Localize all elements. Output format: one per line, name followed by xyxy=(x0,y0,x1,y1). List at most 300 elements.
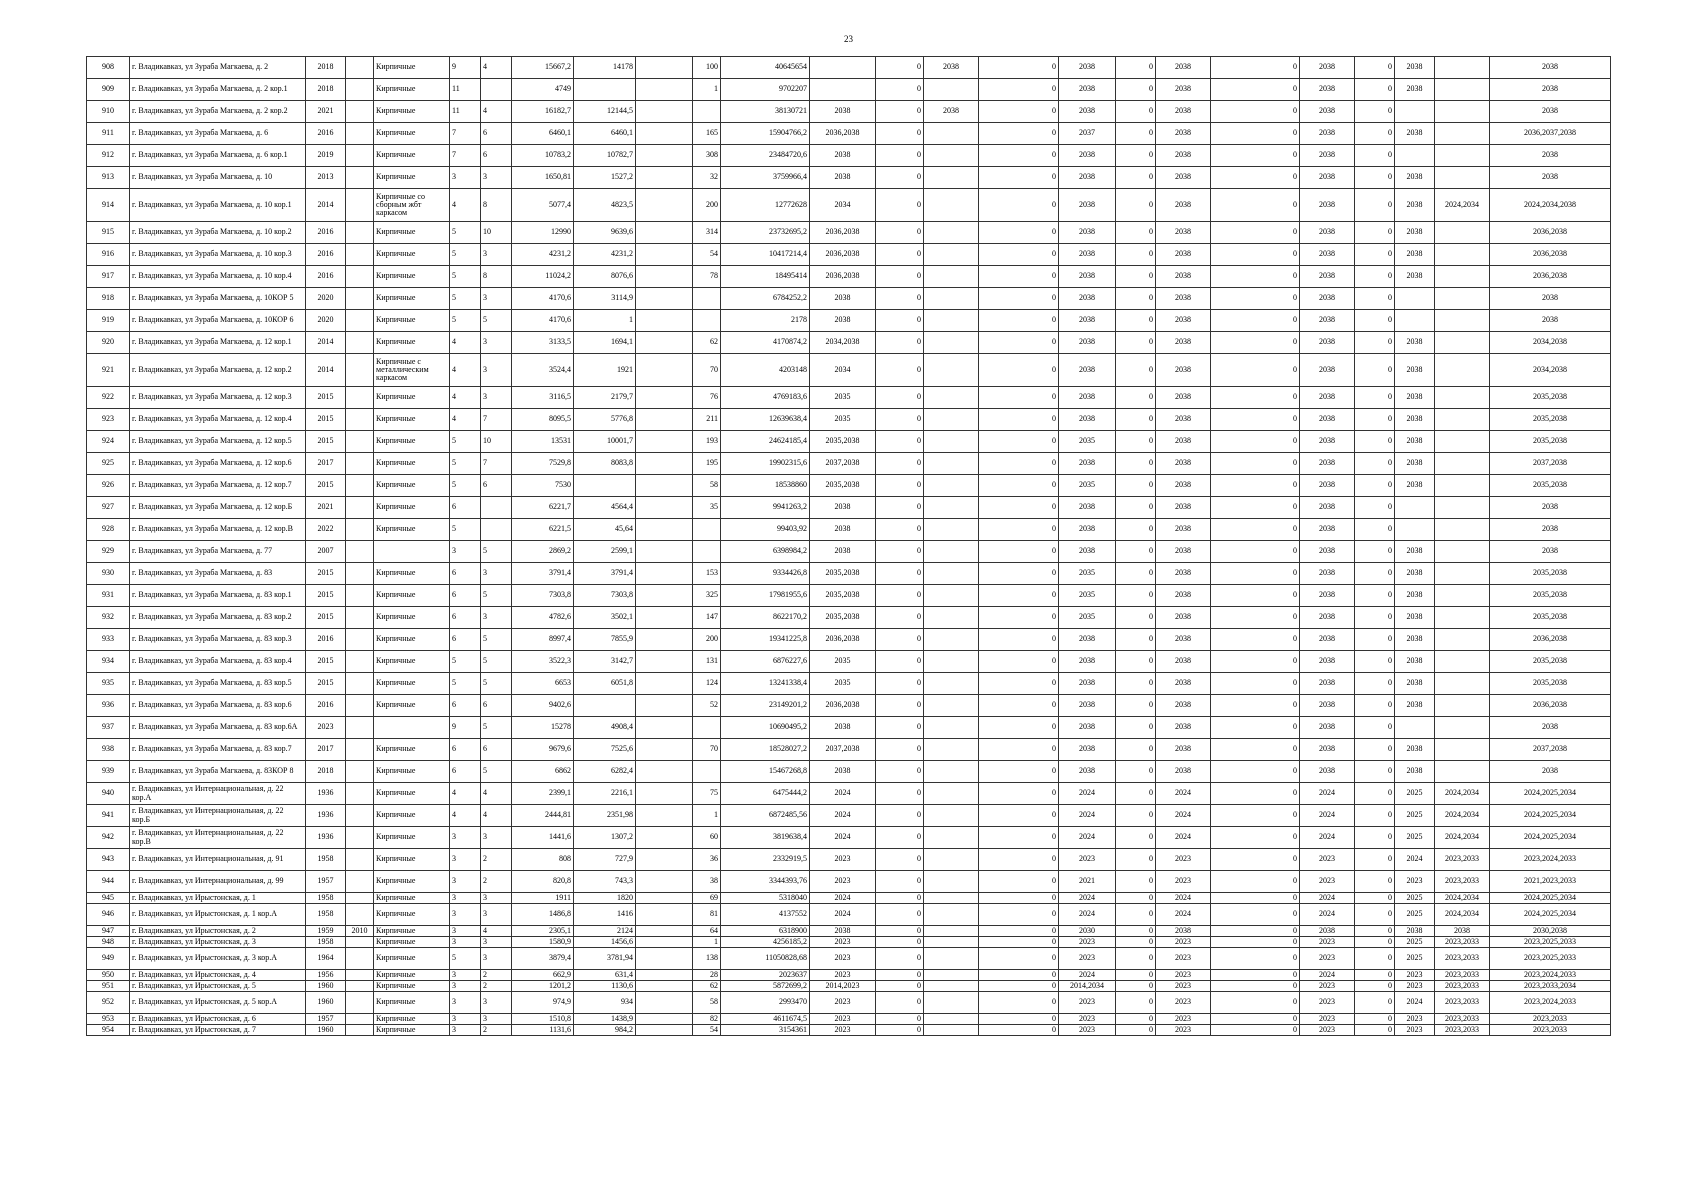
cell-reconstruction-year xyxy=(346,783,374,805)
cell-reconstruction-year: 2010 xyxy=(346,926,374,937)
cell-heating-cost: 0 xyxy=(1211,948,1300,970)
cell-water-cost: 0 xyxy=(1355,145,1395,167)
table-row xyxy=(87,101,1611,123)
cell-residents: 1 xyxy=(693,805,721,827)
cell-entrances: 10 xyxy=(481,431,512,453)
cell-residents: 78 xyxy=(693,266,721,288)
cell-roof-cost: 0 xyxy=(876,849,924,871)
cell-residents: 70 xyxy=(693,354,721,387)
cell-entrances: 6 xyxy=(481,695,512,717)
cell-estimated-cost: 23149201,2 xyxy=(721,695,810,717)
cell-heating-cost: 0 xyxy=(1211,387,1300,409)
cell-row-number: 932 xyxy=(87,607,130,629)
cell-engineering-cost: 0 xyxy=(1116,563,1156,585)
cell-planned-years: 2035,2038 xyxy=(1490,673,1611,695)
cell-estimated-cost: 4256185,2 xyxy=(721,937,810,948)
cell-heating-repair-year: 2038 xyxy=(1156,453,1211,475)
cell-wall-material: Кирпичные xyxy=(374,585,450,607)
cell-elevator-repair-year xyxy=(1435,145,1490,167)
cell-address: г. Владикавказ, ул Зураба Магкаева, д. 12 кор.3 xyxy=(130,387,306,409)
cell-estimated-cost: 2993470 xyxy=(721,992,810,1014)
cell-row-number: 926 xyxy=(87,475,130,497)
cell-reconstruction-year xyxy=(346,387,374,409)
cell-engineering-repair-year: 2038 xyxy=(1059,101,1116,123)
cell-row-number: 917 xyxy=(87,266,130,288)
cell-build-year: 1956 xyxy=(306,970,346,981)
cell-water-repair-year: 2024 xyxy=(1300,904,1355,926)
cell-residents: 69 xyxy=(693,893,721,904)
cell-roof-cost: 0 xyxy=(876,145,924,167)
cell-total-area: 6653 xyxy=(512,673,574,695)
cell-planned-years: 2035,2038 xyxy=(1490,431,1611,453)
cell-build-year: 1960 xyxy=(306,1025,346,1036)
cell-entrances: 3 xyxy=(481,992,512,1014)
cell-living-area: 2124 xyxy=(574,926,636,937)
cell-row-number: 918 xyxy=(87,288,130,310)
cell-reconstruction-year xyxy=(346,288,374,310)
cell-engineering-cost: 0 xyxy=(1116,244,1156,266)
cell-engineering-repair-year: 2024 xyxy=(1059,893,1116,904)
table-row xyxy=(87,497,1611,519)
cell-entrances: 10 xyxy=(481,222,512,244)
cell-address: г. Владикавказ, ул Зураба Магкаева, д. 12 кор.2 xyxy=(130,354,306,387)
cell-residents: 138 xyxy=(693,948,721,970)
cell-power-repair-year: 2038 xyxy=(1395,266,1435,288)
table-row xyxy=(87,354,1611,387)
cell-facade-repair-year xyxy=(924,783,979,805)
cell-heating-repair-year: 2038 xyxy=(1156,475,1211,497)
cell-engineering-cost: 0 xyxy=(1116,805,1156,827)
cell-entrances: 4 xyxy=(481,783,512,805)
cell-planned-years: 2035,2038 xyxy=(1490,563,1611,585)
table-row xyxy=(87,651,1611,673)
cell-heating-cost: 0 xyxy=(1211,739,1300,761)
cell-roof-cost: 0 xyxy=(876,123,924,145)
cell-residents: 165 xyxy=(693,123,721,145)
cell-engineering-repair-year: 2023 xyxy=(1059,849,1116,871)
cell-floors: 4 xyxy=(450,354,481,387)
cell-facade-cost: 0 xyxy=(979,585,1059,607)
cell-living-area: 3142,7 xyxy=(574,651,636,673)
cell-reconstruction-year xyxy=(346,948,374,970)
cell-roof-repair-year: 2036,2038 xyxy=(810,695,876,717)
cell-nonliving-area xyxy=(636,288,693,310)
cell-reconstruction-year xyxy=(346,651,374,673)
cell-entrances: 6 xyxy=(481,739,512,761)
cell-row-number: 950 xyxy=(87,970,130,981)
cell-water-repair-year: 2038 xyxy=(1300,695,1355,717)
cell-engineering-cost: 0 xyxy=(1116,310,1156,332)
cell-total-area: 8095,5 xyxy=(512,409,574,431)
cell-reconstruction-year xyxy=(346,981,374,992)
cell-reconstruction-year xyxy=(346,497,374,519)
cell-estimated-cost: 10690495,2 xyxy=(721,717,810,739)
cell-roof-cost: 0 xyxy=(876,332,924,354)
cell-entrances: 2 xyxy=(481,970,512,981)
cell-entrances: 2 xyxy=(481,1025,512,1036)
table-row xyxy=(87,981,1611,992)
cell-residents: 308 xyxy=(693,145,721,167)
cell-facade-cost: 0 xyxy=(979,387,1059,409)
cell-facade-cost: 0 xyxy=(979,871,1059,893)
cell-facade-cost: 0 xyxy=(979,739,1059,761)
cell-roof-cost: 0 xyxy=(876,310,924,332)
cell-water-cost: 0 xyxy=(1355,266,1395,288)
cell-facade-cost: 0 xyxy=(979,937,1059,948)
cell-address: г. Владикавказ, ул Зураба Магкаева, д. 83КОР 8 xyxy=(130,761,306,783)
cell-elevator-repair-year xyxy=(1435,585,1490,607)
cell-residents: 200 xyxy=(693,189,721,222)
cell-estimated-cost: 6784252,2 xyxy=(721,288,810,310)
cell-water-cost: 0 xyxy=(1355,739,1395,761)
cell-facade-repair-year xyxy=(924,585,979,607)
cell-roof-cost: 0 xyxy=(876,453,924,475)
cell-estimated-cost: 3819638,4 xyxy=(721,827,810,849)
cell-living-area: 7525,6 xyxy=(574,739,636,761)
cell-planned-years: 2035,2038 xyxy=(1490,651,1611,673)
table-row xyxy=(87,607,1611,629)
cell-elevator-repair-year xyxy=(1435,651,1490,673)
cell-power-repair-year xyxy=(1395,101,1435,123)
cell-living-area: 14178 xyxy=(574,57,636,79)
cell-roof-repair-year: 2036,2038 xyxy=(810,244,876,266)
cell-total-area: 13531 xyxy=(512,431,574,453)
cell-power-repair-year: 2038 xyxy=(1395,222,1435,244)
cell-water-cost: 0 xyxy=(1355,651,1395,673)
cell-nonliving-area xyxy=(636,1014,693,1025)
cell-build-year: 2015 xyxy=(306,409,346,431)
cell-total-area: 3522,3 xyxy=(512,651,574,673)
cell-facade-repair-year xyxy=(924,431,979,453)
cell-planned-years: 2023,2024,2033 xyxy=(1490,992,1611,1014)
cell-roof-repair-year: 2024 xyxy=(810,805,876,827)
cell-roof-repair-year: 2023 xyxy=(810,871,876,893)
cell-reconstruction-year xyxy=(346,827,374,849)
cell-power-repair-year: 2038 xyxy=(1395,651,1435,673)
cell-engineering-repair-year: 2035 xyxy=(1059,607,1116,629)
cell-living-area: 1820 xyxy=(574,893,636,904)
cell-living-area: 4231,2 xyxy=(574,244,636,266)
cell-floors: 3 xyxy=(450,992,481,1014)
cell-heating-repair-year: 2038 xyxy=(1156,222,1211,244)
cell-total-area: 974,9 xyxy=(512,992,574,1014)
cell-residents: 147 xyxy=(693,607,721,629)
cell-entrances: 5 xyxy=(481,629,512,651)
cell-roof-repair-year: 2035,2038 xyxy=(810,563,876,585)
cell-estimated-cost: 10417214,4 xyxy=(721,244,810,266)
cell-engineering-cost: 0 xyxy=(1116,948,1156,970)
cell-power-repair-year: 2025 xyxy=(1395,783,1435,805)
cell-engineering-repair-year: 2038 xyxy=(1059,266,1116,288)
cell-total-area: 808 xyxy=(512,849,574,871)
cell-engineering-cost: 0 xyxy=(1116,904,1156,926)
cell-engineering-cost: 0 xyxy=(1116,926,1156,937)
cell-power-repair-year: 2038 xyxy=(1395,332,1435,354)
cell-elevator-repair-year xyxy=(1435,563,1490,585)
cell-heating-cost: 0 xyxy=(1211,189,1300,222)
cell-engineering-repair-year: 2023 xyxy=(1059,1025,1116,1036)
cell-facade-repair-year xyxy=(924,981,979,992)
cell-heating-cost: 0 xyxy=(1211,123,1300,145)
cell-wall-material: Кирпичные xyxy=(374,101,450,123)
cell-wall-material: Кирпичные xyxy=(374,937,450,948)
cell-living-area: 2599,1 xyxy=(574,541,636,563)
cell-row-number: 929 xyxy=(87,541,130,563)
cell-wall-material: Кирпичные xyxy=(374,948,450,970)
cell-residents: 62 xyxy=(693,981,721,992)
cell-total-area: 3879,4 xyxy=(512,948,574,970)
cell-facade-cost: 0 xyxy=(979,651,1059,673)
cell-nonliving-area xyxy=(636,431,693,453)
cell-heating-cost: 0 xyxy=(1211,673,1300,695)
table-row xyxy=(87,244,1611,266)
cell-facade-repair-year xyxy=(924,1025,979,1036)
cell-water-repair-year: 2038 xyxy=(1300,431,1355,453)
cell-address: г. Владикавказ, ул Зураба Магкаева, д. 83 кор.3 xyxy=(130,629,306,651)
cell-residents: 38 xyxy=(693,871,721,893)
cell-water-repair-year: 2023 xyxy=(1300,1025,1355,1036)
cell-facade-cost: 0 xyxy=(979,244,1059,266)
cell-planned-years: 2023,2025,2033 xyxy=(1490,948,1611,970)
cell-facade-repair-year xyxy=(924,695,979,717)
cell-floors: 3 xyxy=(450,1025,481,1036)
cell-floors: 3 xyxy=(450,937,481,948)
cell-engineering-cost: 0 xyxy=(1116,673,1156,695)
cell-water-cost: 0 xyxy=(1355,310,1395,332)
cell-water-cost: 0 xyxy=(1355,167,1395,189)
cell-wall-material: Кирпичные xyxy=(374,871,450,893)
cell-floors: 6 xyxy=(450,585,481,607)
cell-residents: 36 xyxy=(693,849,721,871)
cell-total-area: 3791,4 xyxy=(512,563,574,585)
cell-address: г. Владикавказ, ул Ирыстонская, д. 1 xyxy=(130,893,306,904)
cell-facade-cost: 0 xyxy=(979,222,1059,244)
cell-floors: 3 xyxy=(450,849,481,871)
cell-engineering-cost: 0 xyxy=(1116,761,1156,783)
cell-water-cost: 0 xyxy=(1355,101,1395,123)
cell-facade-cost: 0 xyxy=(979,519,1059,541)
cell-water-cost: 0 xyxy=(1355,717,1395,739)
cell-facade-repair-year xyxy=(924,1014,979,1025)
cell-row-number: 941 xyxy=(87,805,130,827)
cell-heating-cost: 0 xyxy=(1211,717,1300,739)
cell-water-repair-year: 2038 xyxy=(1300,101,1355,123)
cell-engineering-repair-year: 2014,2034 xyxy=(1059,981,1116,992)
cell-elevator-repair-year xyxy=(1435,123,1490,145)
cell-elevator-repair-year xyxy=(1435,310,1490,332)
cell-water-cost: 0 xyxy=(1355,563,1395,585)
cell-engineering-repair-year: 2038 xyxy=(1059,222,1116,244)
cell-facade-cost: 0 xyxy=(979,948,1059,970)
cell-water-cost: 0 xyxy=(1355,244,1395,266)
cell-nonliving-area xyxy=(636,607,693,629)
cell-build-year: 2007 xyxy=(306,541,346,563)
cell-floors: 5 xyxy=(450,244,481,266)
cell-water-repair-year: 2038 xyxy=(1300,123,1355,145)
cell-power-repair-year: 2023 xyxy=(1395,1014,1435,1025)
cell-heating-repair-year: 2038 xyxy=(1156,739,1211,761)
cell-estimated-cost: 2178 xyxy=(721,310,810,332)
cell-residents: 54 xyxy=(693,244,721,266)
cell-heating-cost: 0 xyxy=(1211,981,1300,992)
cell-estimated-cost: 9702207 xyxy=(721,79,810,101)
cell-residents xyxy=(693,519,721,541)
cell-address: г. Владикавказ, ул Зураба Магкаева, д. 12 кор.6 xyxy=(130,453,306,475)
cell-engineering-cost: 0 xyxy=(1116,101,1156,123)
cell-residents: 62 xyxy=(693,332,721,354)
cell-heating-cost: 0 xyxy=(1211,1025,1300,1036)
cell-address: г. Владикавказ, ул Зураба Магкаева, д. 6 xyxy=(130,123,306,145)
cell-power-repair-year: 2023 xyxy=(1395,970,1435,981)
cell-build-year: 1960 xyxy=(306,992,346,1014)
cell-facade-repair-year xyxy=(924,970,979,981)
cell-elevator-repair-year: 2023,2033 xyxy=(1435,937,1490,948)
cell-engineering-cost: 0 xyxy=(1116,189,1156,222)
cell-entrances: 3 xyxy=(481,893,512,904)
cell-estimated-cost: 4170874,2 xyxy=(721,332,810,354)
cell-roof-repair-year: 2023 xyxy=(810,849,876,871)
cell-water-cost: 0 xyxy=(1355,904,1395,926)
cell-power-repair-year: 2025 xyxy=(1395,805,1435,827)
cell-living-area: 8076,6 xyxy=(574,266,636,288)
cell-floors: 3 xyxy=(450,981,481,992)
cell-living-area: 4564,4 xyxy=(574,497,636,519)
cell-residents xyxy=(693,288,721,310)
cell-water-repair-year: 2038 xyxy=(1300,453,1355,475)
housing-register-table xyxy=(86,56,1611,1036)
cell-engineering-cost: 0 xyxy=(1116,167,1156,189)
cell-address: г. Владикавказ, ул Интернациональная, д. 22 кор.Б xyxy=(130,805,306,827)
cell-build-year: 1958 xyxy=(306,937,346,948)
cell-nonliving-area xyxy=(636,761,693,783)
cell-water-repair-year: 2038 xyxy=(1300,629,1355,651)
cell-nonliving-area xyxy=(636,79,693,101)
cell-facade-cost: 0 xyxy=(979,563,1059,585)
cell-water-cost: 0 xyxy=(1355,189,1395,222)
cell-water-repair-year: 2038 xyxy=(1300,310,1355,332)
cell-power-repair-year xyxy=(1395,519,1435,541)
cell-facade-cost: 0 xyxy=(979,893,1059,904)
cell-water-cost: 0 xyxy=(1355,629,1395,651)
cell-row-number: 937 xyxy=(87,717,130,739)
cell-residents xyxy=(693,761,721,783)
cell-estimated-cost: 6318900 xyxy=(721,926,810,937)
cell-roof-repair-year: 2038 xyxy=(810,541,876,563)
cell-entrances xyxy=(481,79,512,101)
cell-estimated-cost: 19341225,8 xyxy=(721,629,810,651)
cell-entrances: 3 xyxy=(481,1014,512,1025)
cell-living-area: 1921 xyxy=(574,354,636,387)
cell-engineering-cost: 0 xyxy=(1116,387,1156,409)
cell-wall-material: Кирпичные xyxy=(374,266,450,288)
cell-engineering-cost: 0 xyxy=(1116,288,1156,310)
cell-total-area: 7530 xyxy=(512,475,574,497)
cell-reconstruction-year xyxy=(346,805,374,827)
cell-living-area: 6051,8 xyxy=(574,673,636,695)
cell-nonliving-area xyxy=(636,937,693,948)
cell-heating-cost: 0 xyxy=(1211,332,1300,354)
cell-engineering-repair-year: 2024 xyxy=(1059,904,1116,926)
cell-planned-years: 2036,2038 xyxy=(1490,222,1611,244)
cell-estimated-cost: 15467268,8 xyxy=(721,761,810,783)
cell-reconstruction-year xyxy=(346,563,374,585)
cell-elevator-repair-year xyxy=(1435,519,1490,541)
cell-facade-repair-year xyxy=(924,717,979,739)
table-row xyxy=(87,992,1611,1014)
cell-address: г. Владикавказ, ул Зураба Магкаева, д. 12 кор.4 xyxy=(130,409,306,431)
cell-water-cost: 0 xyxy=(1355,1014,1395,1025)
cell-water-repair-year: 2038 xyxy=(1300,585,1355,607)
cell-heating-cost: 0 xyxy=(1211,431,1300,453)
cell-engineering-repair-year: 2038 xyxy=(1059,519,1116,541)
cell-reconstruction-year xyxy=(346,673,374,695)
cell-roof-cost: 0 xyxy=(876,970,924,981)
cell-power-repair-year: 2038 xyxy=(1395,79,1435,101)
cell-facade-repair-year xyxy=(924,409,979,431)
cell-entrances: 7 xyxy=(481,409,512,431)
cell-living-area: 4823,5 xyxy=(574,189,636,222)
cell-power-repair-year: 2038 xyxy=(1395,673,1435,695)
cell-row-number: 911 xyxy=(87,123,130,145)
cell-elevator-repair-year xyxy=(1435,288,1490,310)
cell-roof-cost: 0 xyxy=(876,409,924,431)
cell-entrances: 2 xyxy=(481,981,512,992)
cell-engineering-repair-year: 2038 xyxy=(1059,310,1116,332)
cell-floors: 5 xyxy=(450,948,481,970)
cell-roof-repair-year: 2023 xyxy=(810,1025,876,1036)
cell-total-area: 2305,1 xyxy=(512,926,574,937)
cell-wall-material: Кирпичные xyxy=(374,332,450,354)
cell-wall-material: Кирпичные с металлическим каркасом xyxy=(374,354,450,387)
cell-heating-cost: 0 xyxy=(1211,926,1300,937)
cell-planned-years: 2024,2034,2038 xyxy=(1490,189,1611,222)
cell-engineering-repair-year: 2035 xyxy=(1059,585,1116,607)
cell-water-cost: 0 xyxy=(1355,288,1395,310)
table-row xyxy=(87,1014,1611,1025)
cell-facade-repair-year xyxy=(924,926,979,937)
cell-entrances: 4 xyxy=(481,57,512,79)
cell-heating-cost: 0 xyxy=(1211,629,1300,651)
cell-engineering-repair-year: 2038 xyxy=(1059,288,1116,310)
table-row xyxy=(87,57,1611,79)
cell-engineering-cost: 0 xyxy=(1116,409,1156,431)
cell-build-year: 2023 xyxy=(306,717,346,739)
cell-residents: 58 xyxy=(693,992,721,1014)
cell-water-repair-year: 2024 xyxy=(1300,970,1355,981)
cell-reconstruction-year xyxy=(346,629,374,651)
cell-power-repair-year: 2025 xyxy=(1395,937,1435,948)
cell-nonliving-area xyxy=(636,893,693,904)
cell-engineering-repair-year: 2038 xyxy=(1059,761,1116,783)
cell-estimated-cost: 18538860 xyxy=(721,475,810,497)
cell-elevator-repair-year xyxy=(1435,266,1490,288)
cell-engineering-cost: 0 xyxy=(1116,541,1156,563)
cell-entrances: 4 xyxy=(481,101,512,123)
cell-water-repair-year: 2038 xyxy=(1300,387,1355,409)
cell-heating-repair-year: 2024 xyxy=(1156,904,1211,926)
cell-power-repair-year: 2038 xyxy=(1395,475,1435,497)
cell-reconstruction-year xyxy=(346,101,374,123)
cell-roof-cost: 0 xyxy=(876,904,924,926)
cell-planned-years: 2030,2038 xyxy=(1490,926,1611,937)
cell-heating-cost: 0 xyxy=(1211,871,1300,893)
cell-floors: 11 xyxy=(450,79,481,101)
cell-living-area: 1130,6 xyxy=(574,981,636,992)
cell-reconstruction-year xyxy=(346,585,374,607)
cell-roof-repair-year: 2038 xyxy=(810,101,876,123)
cell-heating-cost: 0 xyxy=(1211,354,1300,387)
cell-row-number: 936 xyxy=(87,695,130,717)
